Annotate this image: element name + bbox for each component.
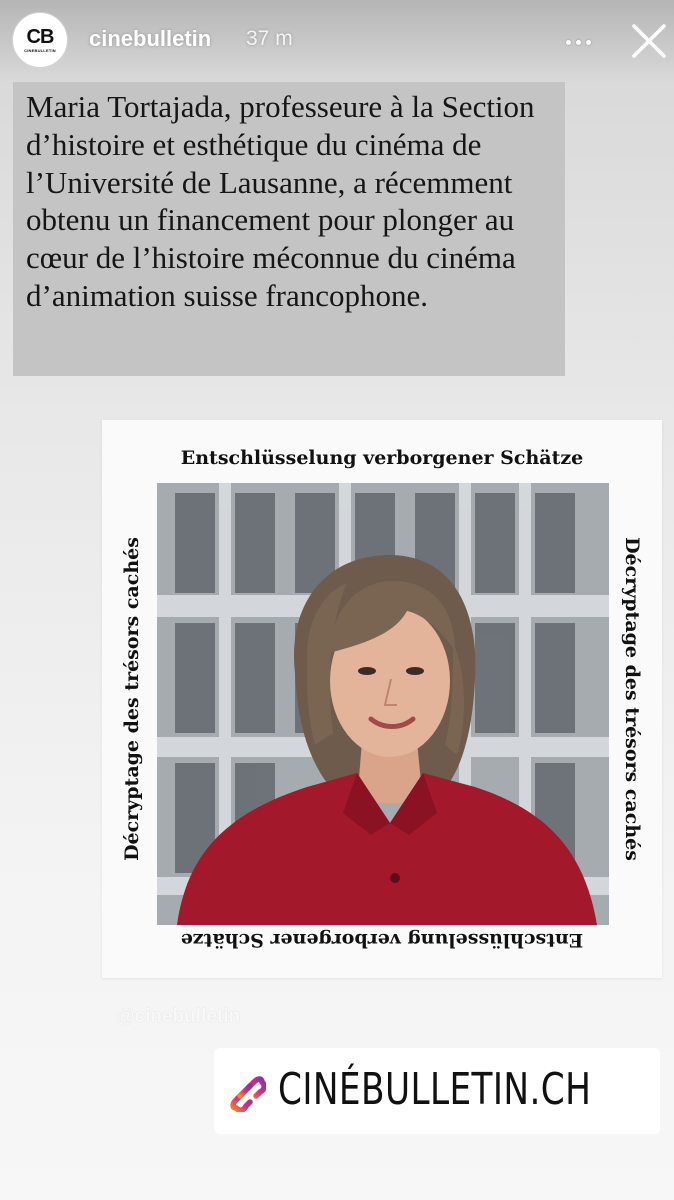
portrait-photo bbox=[157, 483, 609, 925]
link-sticker[interactable] bbox=[214, 1048, 660, 1134]
close-icon[interactable] bbox=[626, 18, 672, 64]
frame-text-top: Entschlüsselung verborgener Schätze bbox=[180, 447, 584, 469]
avatar-logo-subtext: CINEBULLETIN bbox=[24, 48, 56, 53]
avatar-logo-text: CB bbox=[26, 26, 54, 48]
story-text: Maria Tortajada, professeure à la Section d’histoire et esthétique du cinéma de l’Université de Lausanne, a récemment obtenu un financement pour plonger au cœur de l’histoire méconnue du cinéma d’animation suisse francophone. bbox=[26, 89, 535, 313]
story-timestamp: 37 m bbox=[246, 27, 293, 50]
frame-text-right: Décryptage des trésors cachés bbox=[621, 537, 643, 861]
frame-text-left: Décryptage des trésors cachés bbox=[121, 537, 143, 861]
link-icon bbox=[224, 1070, 266, 1112]
more-dot bbox=[576, 40, 581, 45]
username-link[interactable]: cinebulletin bbox=[89, 26, 212, 51]
frame-text-bottom: Entschlüsselung verborgener Schätze bbox=[180, 929, 584, 951]
story-header bbox=[0, 0, 674, 82]
portrait-illustration bbox=[157, 483, 609, 925]
link-sticker-label: CINÉBULLETIN.CH bbox=[278, 1064, 592, 1115]
more-dot bbox=[586, 40, 591, 45]
more-horizontal-icon bbox=[566, 40, 571, 45]
framed-photo-card bbox=[102, 420, 662, 978]
more-options-button[interactable] bbox=[558, 24, 598, 60]
mention-watermark: @cinebulletin bbox=[116, 1006, 241, 1027]
profile-avatar[interactable] bbox=[12, 12, 68, 68]
